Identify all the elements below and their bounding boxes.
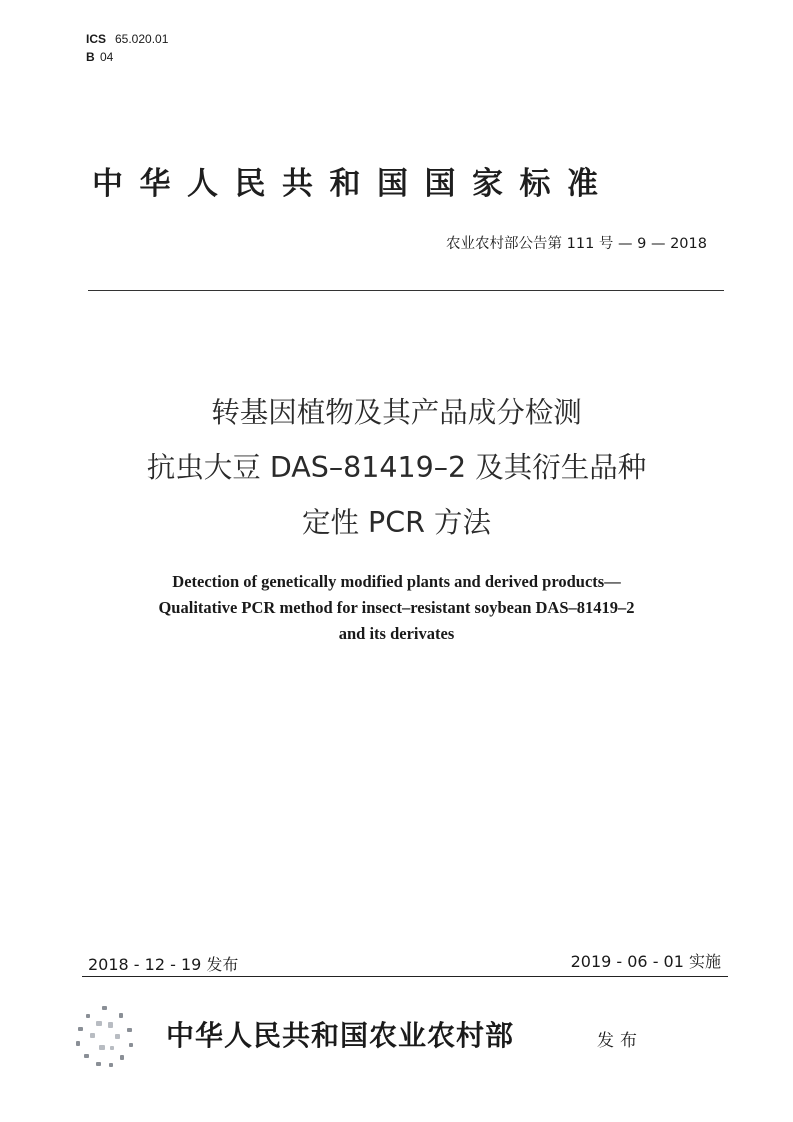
header-divider <box>88 290 724 291</box>
ics-line <box>86 30 168 48</box>
classification-codes <box>86 30 168 66</box>
emblem-seal-icon <box>72 1003 138 1069</box>
standard-number: 农业农村部公告第 111 号 — 9 — 2018 <box>446 236 707 252</box>
footer-divider <box>82 976 728 977</box>
title-cn-line-2: 抗虫大豆 DAS–81419–2 及其衍生品种 <box>146 451 647 484</box>
national-standard-title: 中华人民共和国国家标准 <box>92 166 615 202</box>
class-code: 04 <box>100 50 114 64</box>
ics-label: ICS <box>86 32 107 46</box>
issue-date: 2018 - 12 - 19 发布 <box>88 955 239 974</box>
issuing-suffix: 发布 <box>597 1031 643 1051</box>
title-en-line-1: Detection of genetically modified plants and derived products— <box>172 572 621 591</box>
title-en-line-3: and its derivates <box>338 624 455 643</box>
implementation-date: 2019 - 06 - 01 实施 <box>570 952 721 971</box>
class-line <box>86 48 168 66</box>
title-cn-line-3: 定性 PCR 方法 <box>301 506 491 539</box>
title-en-line-2: Qualitative PCR method for insect–resistant soybean DAS–81419–2 <box>158 598 635 617</box>
title-cn-line-1: 转基因植物及其产品成分检测 <box>211 396 582 429</box>
ics-code: 65.020.01 <box>115 32 169 46</box>
issuing-authority: 中华人民共和国农业农村部 <box>166 1019 515 1052</box>
class-label: B <box>86 50 95 64</box>
